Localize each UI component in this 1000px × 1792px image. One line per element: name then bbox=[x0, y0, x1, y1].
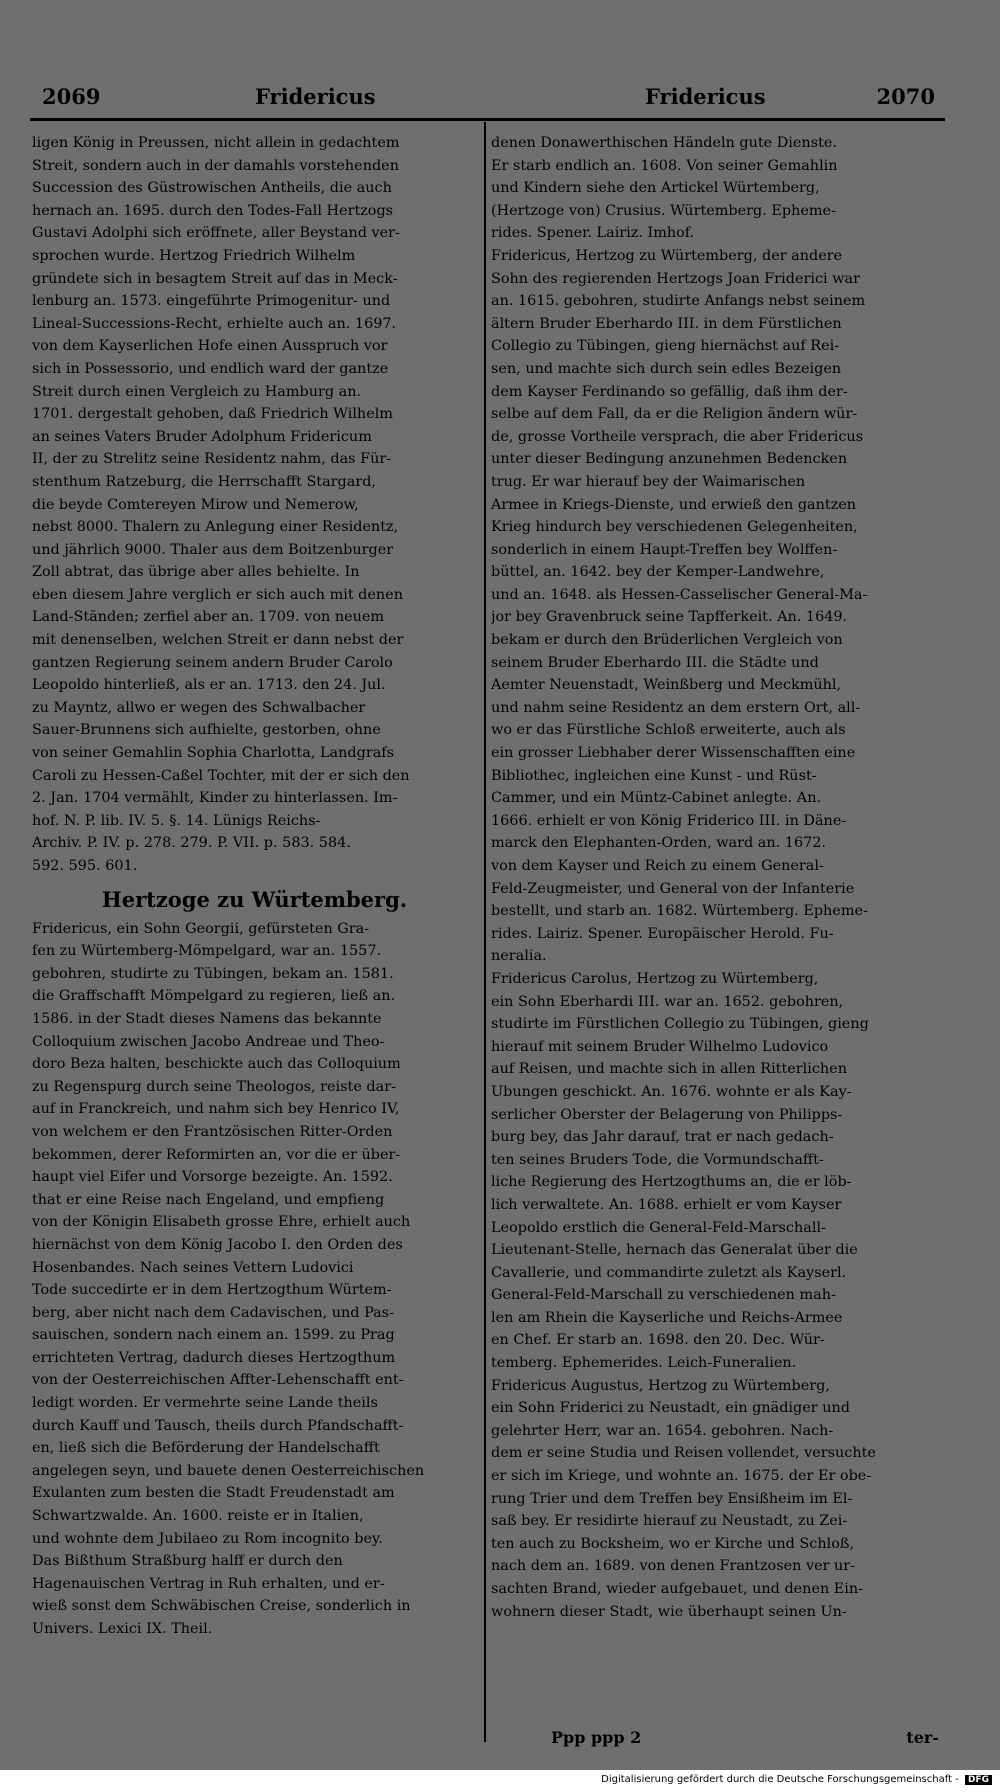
text-line: that er eine Reise nach Engeland, und empfieng bbox=[32, 1191, 385, 1208]
text-line: auf Reisen, und machte sich in allen Ritterlichen bbox=[491, 1061, 847, 1078]
text-line: von welchem er den Frantzösischen Ritter-Orden bbox=[32, 1123, 393, 1140]
text-line: wieß sonst dem Schwäbischen Creise, sonderlich in bbox=[32, 1598, 411, 1615]
text-line: Krieg hindurch bey verschiedenen Gelegenheiten, bbox=[491, 519, 858, 536]
text-line: seinem Bruder Eberhardo III. die Städte und bbox=[491, 654, 819, 671]
text-line: jor bey Gravenbruck seine Tapfferkeit. An. 1649. bbox=[491, 609, 848, 626]
text-line: Lineal-Successions-Recht, erhielte auch an. 1697. bbox=[32, 315, 397, 332]
text-line: gebohren, studirte zu Tübingen, bekam an. 1581. bbox=[32, 965, 394, 982]
column-divider bbox=[484, 122, 486, 1742]
text-line: en Chef. Er starb an. 1698. den 20. Dec. Wür- bbox=[491, 1332, 825, 1349]
text-line: en, ließ sich die Beförderung der Handelschafft bbox=[32, 1440, 380, 1457]
text-line: Leopoldo erstlich die General-Feld-Marschall- bbox=[491, 1219, 826, 1236]
text-line: die Graffschafft Mömpelgard zu regieren, ließ an. bbox=[32, 988, 396, 1005]
text-line: doro Beza halten, beschickte auch das Colloquium bbox=[32, 1056, 401, 1073]
text-line: dem er seine Studia und Reisen vollendet, versuchte bbox=[491, 1445, 876, 1462]
text-line: von seiner Gemahlin Sophia Charlotta, Landgrafs bbox=[32, 745, 394, 762]
text-line: studirte im Fürstlichen Collegio zu Tübingen, gieng bbox=[491, 1016, 869, 1033]
text-line: Sohn des regierenden Hertzogs Joan Friderici war bbox=[491, 270, 860, 287]
text-line: trug. Er war hierauf bey der Waimarischen bbox=[491, 473, 806, 490]
text-line: von der Oesterreichischen Affter-Lehenschafft ent- bbox=[32, 1372, 404, 1389]
text-line: Sauer-Brunnens sich aufhielte, gestorben, ohne bbox=[32, 722, 381, 739]
text-line: Hosenbandes. Nach seines Vettern Ludovici bbox=[32, 1259, 354, 1276]
text-line: Armee in Kriegs-Dienste, und erwieß den gantzen bbox=[491, 496, 857, 513]
text-line: len am Rhein die Kayserliche und Reichs-Armee bbox=[491, 1309, 843, 1326]
text-line: rides. Lairiz. Spener. Europäischer Herold. Fu- bbox=[491, 925, 834, 942]
text-line: Cammer, und ein Müntz-Cabinet anlegte. An. bbox=[491, 790, 822, 807]
text-line: de, grosse Vortheile versprach, die aber Fridericus bbox=[491, 428, 864, 445]
text-line: ältern Bruder Eberhardo III. in dem Fürstlichen bbox=[491, 315, 842, 332]
right-column bbox=[491, 132, 939, 1623]
text-line: sich in Possessorio, und endlich ward der gantze bbox=[32, 360, 389, 377]
text-line: rides. Spener. Lairiz. Imhof. bbox=[491, 225, 695, 242]
text-line: und jährlich 9000. Thaler aus dem Boitzenburger bbox=[32, 541, 394, 558]
text-line: Fridericus Augustus, Hertzog zu Würtemberg, bbox=[491, 1377, 830, 1394]
text-line: Fridericus Carolus, Hertzog zu Würtemberg, bbox=[491, 970, 819, 987]
text-line: sprochen wurde. Hertzog Friedrich Wilhelm bbox=[32, 247, 356, 264]
text-line: sachten Brand, wieder aufgebauet, und denen Ein- bbox=[491, 1581, 864, 1597]
text-line: stenthum Ratzeburg, die Herrschafft Stargard, bbox=[32, 473, 376, 490]
text-line: ten auch zu Bocksheim, wo er Kirche und Schloß, bbox=[491, 1535, 855, 1552]
text-line: Exulanten zum besten die Stadt Freudenstadt am bbox=[32, 1485, 395, 1502]
text-line: ein Sohn Friderici zu Neustadt, ein gnädiger und bbox=[491, 1400, 850, 1417]
text-line: Fridericus, Hertzog zu Würtemberg, der andere bbox=[491, 247, 843, 264]
text-line: Land-Ständen; zerfiel aber an. 1709. von neuem bbox=[32, 609, 385, 626]
text-line: saß bey. Er residirte hierauf zu Neustadt, zu Zei- bbox=[491, 1513, 848, 1530]
text-line: ein Sohn Eberhardi III. war an. 1652. gebohren, bbox=[491, 993, 844, 1010]
text-line: Zoll abtrat, das übrige aber alles behielte. In bbox=[32, 564, 360, 581]
dfg-logo: DFG bbox=[965, 1775, 992, 1785]
text-line: von dem Kayserlichen Hofe einen Ausspruch vor bbox=[32, 338, 388, 355]
text-line: gründete sich in besagtem Streit auf das in Meck- bbox=[32, 270, 398, 287]
text-line: Ubungen geschickt. An. 1676. wohnte er als Kay- bbox=[491, 1083, 852, 1100]
text-line: fen zu Würtemberg-Mömpelgard, war an. 1557. bbox=[32, 943, 382, 960]
text-line: sen, und machte sich durch sein edles Bezeigen bbox=[491, 360, 842, 377]
text-line: Caroli zu Hessen-Caßel Tochter, mit der er sich den bbox=[32, 767, 410, 784]
text-line: sonderlich in einem Haupt-Treffen bey Wolffen- bbox=[491, 541, 838, 558]
text-line: berg, aber nicht nach dem Cadavischen, und Pas- bbox=[32, 1304, 394, 1321]
text-line: bestellt, und starb an. 1682. Würtemberg. Epheme- bbox=[491, 903, 868, 920]
text-line: ein grosser Liebhaber derer Wissenschafften eine bbox=[491, 745, 856, 762]
text-line: die beyde Comtereyen Mirow und Nemerow, bbox=[32, 496, 359, 513]
text-line: angelegen seyn, und bauete denen Oesterreichischen bbox=[32, 1462, 425, 1479]
text-line: bekam er durch den Brüderlichen Vergleich von bbox=[491, 632, 843, 649]
text-line: mit denenselben, welchen Streit er dann nebst der bbox=[32, 632, 404, 649]
section-heading: Hertzoge zu Würtemberg. bbox=[101, 886, 408, 912]
text-line: Streit, sondern auch in der damahls vorstehenden bbox=[32, 157, 399, 174]
left-running-head: Fridericus bbox=[255, 84, 376, 109]
text-line: an seines Vaters Bruder Adolphum Fridericum bbox=[32, 428, 372, 445]
text-line: 2. Jan. 1704 vermählt, Kinder zu hinterlassen. Im- bbox=[32, 790, 398, 807]
right-running-head: Fridericus bbox=[645, 84, 766, 109]
text-line: Lieutenant-Stelle, hernach das Generalat über die bbox=[491, 1242, 858, 1259]
right-page-number: 2070 bbox=[876, 84, 935, 109]
text-line: 1701. dergestalt gehoben, daß Friedrich Wilhelm bbox=[32, 406, 393, 423]
digitization-footer bbox=[601, 1774, 992, 1785]
text-line: hof. N. P. lib. IV. 5. §. 14. Lünigs Reichs- bbox=[32, 812, 321, 829]
text-line: Tode succedirte er in dem Hertzogthum Würtem- bbox=[32, 1282, 392, 1299]
text-line: liche Regierung des Hertzogthums an, die er löb- bbox=[491, 1174, 852, 1191]
text-line: haupt viel Eifer und Vorsorge bezeigte. An. 1592. bbox=[32, 1169, 393, 1186]
left-column bbox=[32, 132, 477, 1641]
text-line: Collegio zu Tübingen, gieng hiernächst auf Rei- bbox=[491, 338, 840, 355]
text-line: wohnern dieser Stadt, wie überhaupt seinen Un- bbox=[491, 1603, 847, 1620]
text-line: Feld-Zeugmeister, und General von der Infanterie bbox=[491, 880, 855, 897]
text-line: Cavallerie, und commandirte zuletzt als Kayserl. bbox=[491, 1264, 847, 1281]
text-line: hernach an. 1695. durch den Todes-Fall Hertzogs bbox=[32, 202, 394, 219]
right-column-text bbox=[491, 132, 939, 1623]
text-line: denen Donawerthischen Händeln gute Dienste. bbox=[491, 135, 837, 151]
text-line: selbe auf dem Fall, da er die Religion ändern wür- bbox=[491, 406, 858, 423]
text-line: nach dem an. 1689. von denen Frantzosen ver ur- bbox=[491, 1558, 856, 1575]
text-line: auf in Franckreich, und nahm sich bey Henrico IV, bbox=[32, 1101, 400, 1118]
text-line: wo er das Fürstliche Schloß erweiterte, auch als bbox=[491, 722, 846, 739]
text-line: ledigt worden. Er vermehrte seine Lande theils bbox=[32, 1395, 378, 1412]
text-line: II, der zu Strelitz seine Residentz nahm, das Für- bbox=[32, 451, 392, 468]
text-line: serlicher Oberster der Belagerung von Philipps- bbox=[491, 1106, 843, 1123]
text-line: 1666. erhielt er von König Friderico III. in Däne- bbox=[491, 812, 847, 829]
text-line: durch Kauff und Tausch, theils durch Pfandschafft- bbox=[32, 1417, 404, 1434]
text-line: unter dieser Bedingung anzunehmen Bedencken bbox=[491, 451, 848, 468]
signature-mark: Ppp ppp 2 bbox=[551, 1728, 642, 1747]
text-line: temberg. Ephemerides. Leich-Funeralien. bbox=[491, 1355, 797, 1372]
left-column-text-top bbox=[32, 132, 477, 878]
text-line: eben diesem Jahre verglich er sich auch mit denen bbox=[32, 586, 403, 603]
text-line: büttel, an. 1642. bey der Kemper-Landwehre, bbox=[491, 564, 825, 581]
text-line: er sich im Kriege, und wohnte an. 1675. der Er obe- bbox=[491, 1468, 872, 1485]
text-line: Archiv. P. IV. p. 278. 279. P. VII. p. 583. 584. bbox=[32, 835, 351, 852]
text-line: sauischen, sondern nach einem an. 1599. zu Prag bbox=[32, 1327, 395, 1344]
text-line: hiernächst von dem König Jacobo I. den Orden des bbox=[32, 1236, 403, 1253]
text-line: ligen König in Preussen, nicht allein in gedachtem bbox=[32, 135, 400, 151]
text-line: gantzen Regierung seinem andern Bruder Carolo bbox=[32, 654, 393, 671]
left-page-number: 2069 bbox=[42, 84, 101, 109]
text-line: Univers. Lexici IX. Theil. bbox=[32, 1621, 213, 1637]
text-line: zu Regenspurg durch seine Theologos, reiste dar- bbox=[32, 1078, 396, 1095]
text-line: dem Kayser Ferdinando so gefällig, daß ihm der- bbox=[491, 383, 848, 400]
text-line: Das Bißthum Straßburg halff er durch den bbox=[32, 1553, 343, 1570]
text-line: Bibliothec, ingleichen eine Kunst - und Rüst- bbox=[491, 767, 817, 784]
text-line: General-Feld-Marschall zu verschiedenen mah- bbox=[491, 1287, 836, 1304]
text-line: Succession des Güstrowischen Antheils, die auch bbox=[32, 180, 392, 197]
footer-text: Digitalisierung gefördert durch die Deutsche Forschungsgemeinschaft - bbox=[601, 1774, 959, 1785]
text-line: hierauf mit seinem Bruder Wilhelmo Ludovico bbox=[491, 1038, 829, 1055]
text-line: Aemter Neuenstadt, Weinßberg und Meckmühl, bbox=[491, 677, 842, 694]
page-header bbox=[30, 78, 945, 121]
text-line: Hagenauischen Vertrag in Ruh erhalten, und er- bbox=[32, 1575, 385, 1592]
text-line: von der Königin Elisabeth grosse Ehre, erhielt auch bbox=[32, 1214, 411, 1231]
text-line: burg bey, das Jahr darauf, trat er nach gedach- bbox=[491, 1129, 834, 1146]
text-line: lich verwaltete. An. 1688. erhielt er vom Kayser bbox=[491, 1196, 842, 1213]
text-line: Leopoldo hinterließ, als er an. 1713. den 24. Jul. bbox=[32, 677, 386, 694]
left-column-text-bottom bbox=[32, 918, 477, 1641]
text-line: und wohnte dem Jubilaeo zu Rom incognito bey. bbox=[32, 1530, 383, 1547]
text-line: 592. 595. 601. bbox=[32, 858, 138, 874]
text-line: von dem Kayser und Reich zu einem General- bbox=[491, 858, 824, 874]
text-line: ten seines Bruders Tode, die Vormundschafft- bbox=[491, 1151, 824, 1168]
text-line: und an. 1648. als Hessen-Casselischer General-Ma- bbox=[491, 586, 868, 603]
text-line: gelehrter Herr, war an. 1654. gebohren. Nach- bbox=[491, 1422, 834, 1439]
text-line: 1586. in der Stadt dieses Namens das bekannte bbox=[32, 1010, 382, 1027]
text-line: an. 1615. gebohren, studirte Anfangs nebst seinem bbox=[491, 293, 866, 310]
text-line: Gustavi Adolphi sich eröffnete, aller Beystand ver- bbox=[32, 225, 400, 242]
text-line: nebst 8000. Thalern zu Anlegung einer Residentz, bbox=[32, 519, 399, 536]
text-line: Streit durch einen Vergleich zu Hamburg an. bbox=[32, 383, 362, 400]
text-line: (Hertzoge von) Crusius. Würtemberg. Epheme- bbox=[491, 202, 836, 219]
text-line: marck den Elephanten-Orden, ward an. 1672. bbox=[491, 835, 826, 852]
catchword: ter- bbox=[906, 1728, 939, 1747]
book-page bbox=[30, 78, 945, 1758]
text-line: rung Trier und dem Treffen bey Ensißheim im El- bbox=[491, 1490, 853, 1507]
text-line: lenburg an. 1573. eingeführte Primogenitur- und bbox=[32, 293, 391, 310]
catchline bbox=[491, 1728, 939, 1752]
text-line: bekommen, derer Reformirten an, vor die er über- bbox=[32, 1146, 401, 1163]
text-line: und nahm seine Residentz an dem erstern Ort, all- bbox=[491, 699, 861, 716]
text-line: Er starb endlich an. 1608. Von seiner Gemahlin bbox=[491, 157, 838, 174]
text-line: und Kindern siehe den Artickel Würtemberg, bbox=[491, 180, 820, 197]
text-line: Fridericus, ein Sohn Georgii, gefürsteten Gra- bbox=[32, 920, 370, 937]
text-line: Schwartzwalde. An. 1600. reiste er in Italien, bbox=[32, 1508, 364, 1525]
text-line: neralia. bbox=[491, 948, 547, 965]
text-line: Colloquium zwischen Jacobo Andreae und Theo- bbox=[32, 1033, 385, 1050]
text-line: errichteten Vertrag, dadurch dieses Hertzogthum bbox=[32, 1349, 396, 1366]
text-line: zu Mayntz, allwo er wegen des Schwalbacher bbox=[32, 699, 366, 716]
